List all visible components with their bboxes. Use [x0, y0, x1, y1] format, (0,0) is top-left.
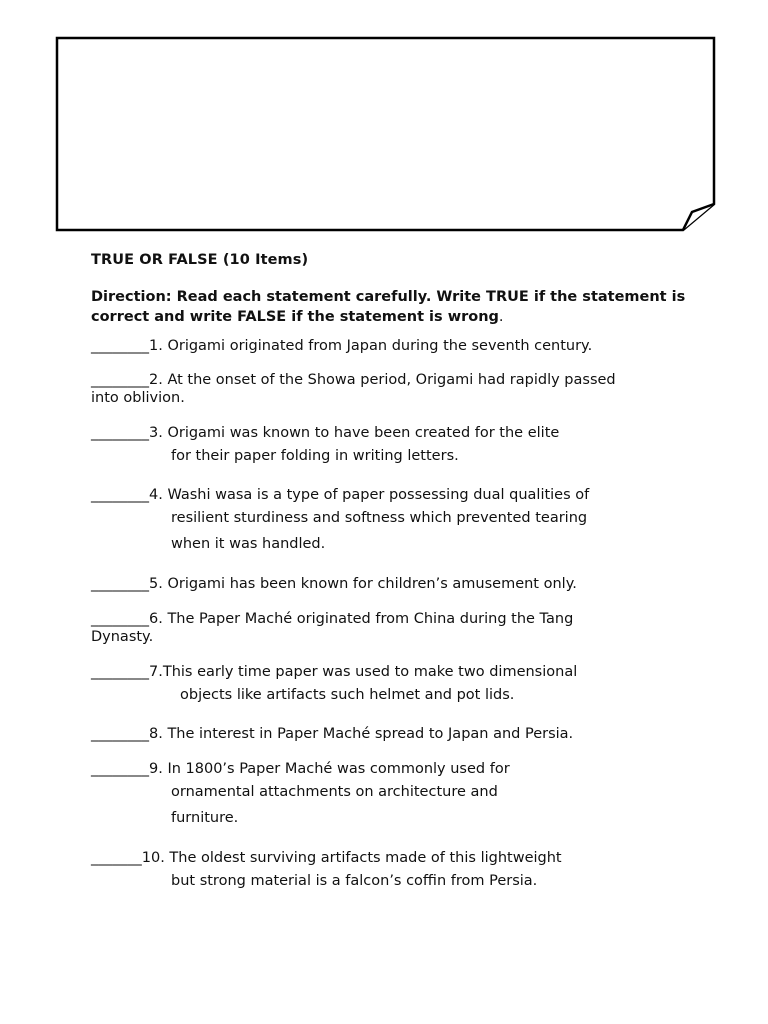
question-item-7 [91, 664, 577, 708]
question-item-4 [91, 487, 589, 557]
question-line: _______10. The oldest surviving artifacts made of this lightweight [91, 850, 562, 866]
question-item-9 [91, 761, 510, 831]
question-line: Dynasty. [91, 628, 154, 645]
question-line: ________7.This early time paper was used to make two dimensional [91, 664, 578, 680]
title-box-folded-corner [55, 36, 716, 232]
question-item-8 [91, 726, 573, 744]
question-line: ________4. Washi wasa is a type of paper possessing dual qualities of [91, 487, 590, 503]
question-item-5 [91, 576, 577, 594]
question-line: ________6. The Paper Maché originated from China during the Tang [91, 611, 574, 627]
question-line: into oblivion. [91, 389, 185, 406]
question-item-3 [91, 425, 559, 469]
question-item-1 [91, 338, 592, 356]
question-line: ornamental attachments on architecture and [171, 783, 498, 800]
direction-text [91, 287, 731, 327]
question-item-10 [91, 850, 562, 894]
section-heading: TRUE OR FALSE (10 Items) [91, 252, 309, 268]
question-line: ________1. Origami originated from Japan during the seventh century. [91, 338, 593, 354]
question-item-2 [91, 372, 616, 407]
question-line: when it was handled. [171, 535, 326, 552]
question-item-6 [91, 611, 573, 646]
question-line: furniture. [171, 809, 239, 826]
question-line: ________8. The interest in Paper Maché spread to Japan and Persia. [91, 726, 574, 742]
direction-bold-text: Direction: Read each statement carefully. Write TRUE if the statement is correct and write FALSE if the statement is wrong [91, 289, 686, 325]
folded-corner-frame-icon [55, 36, 716, 232]
question-line: ________5. Origami has been known for children’s amusement only. [91, 576, 577, 592]
question-line: but strong material is a falcon’s coffin from Persia. [171, 872, 538, 889]
question-line: for their paper folding in writing letters. [171, 447, 459, 464]
question-line: resilient sturdiness and softness which prevented tearing [171, 509, 588, 526]
question-line: ________9. In 1800’s Paper Maché was commonly used for [91, 761, 510, 777]
question-line: ________2. At the onset of the Showa period, Origami had rapidly passed [91, 372, 616, 388]
question-line: objects like artifacts such helmet and pot lids. [180, 686, 515, 703]
direction-end-punctuation: . [498, 309, 504, 325]
question-line: ________3. Origami was known to have been created for the elite [91, 425, 560, 441]
